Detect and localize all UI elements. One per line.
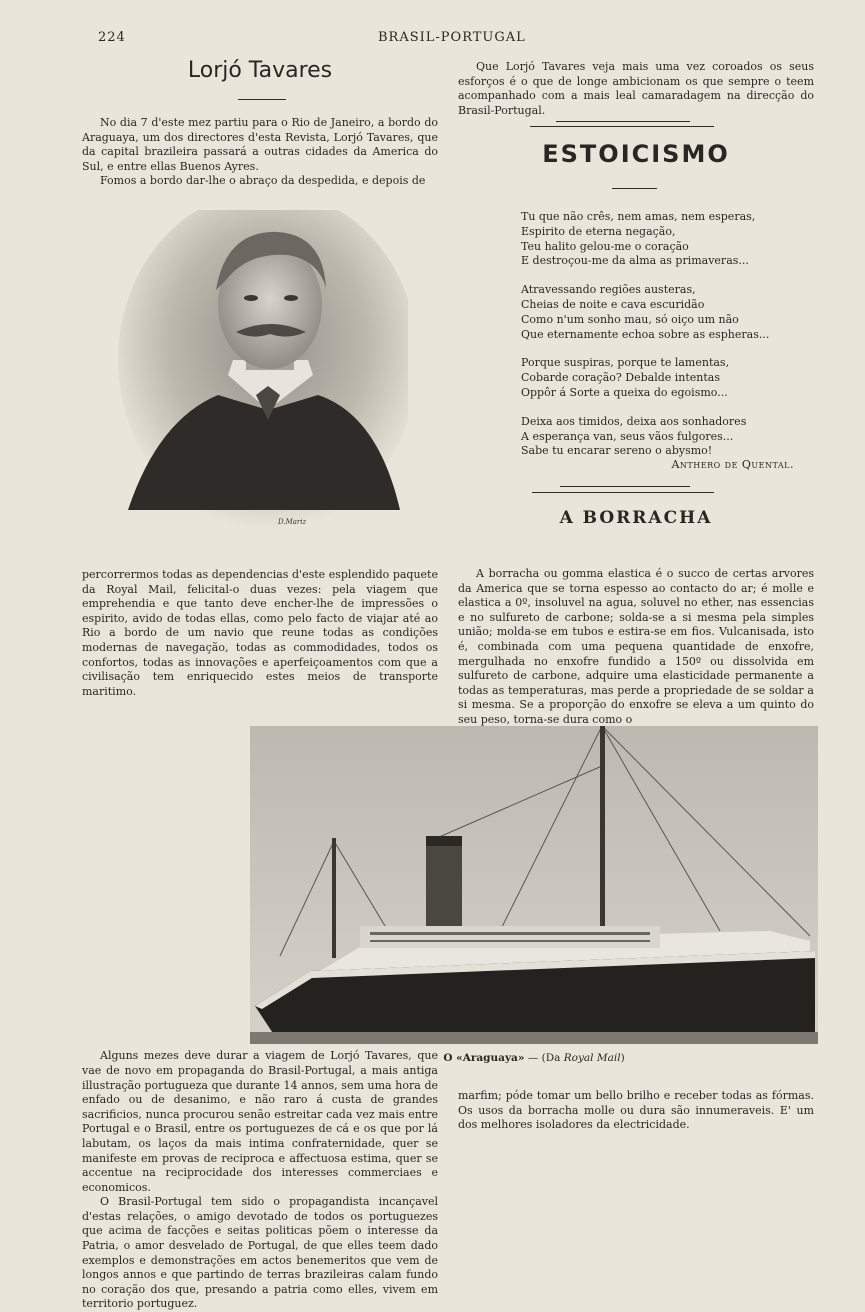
poem-line: Teu halito gelou-me o coração [521, 239, 689, 253]
title-divider [238, 99, 286, 100]
poem-line: Sabe tu encarar sereno o abysmo! [521, 444, 713, 458]
caption-source: Royal Mail [563, 1052, 621, 1064]
poem-stanza [521, 283, 811, 342]
section-divider [560, 486, 690, 487]
article-title: A BORRACHA [559, 508, 713, 528]
caption-close: ) [620, 1052, 625, 1064]
article-intro [82, 116, 438, 189]
poem-line: E destroçou-me da alma as primaveras... [521, 254, 749, 268]
paragraph: percorrermos todas as dependencias d'este esplendido paquete da Royal Mail, felicital-o duas vezes: pela viagem que emprehendia e que tanto deve encher-lhe de impressões o espirito, avido de todas ellas, como pelo facto de viajar até ao Rio a bordo de um navio que reune todas as condições modernas de navegação, todas as commodidades, todos os confortos, todas as innovações e aperfeiçoamentos com que a civilisação tem enriquecido estes meios de transporte maritimo. [82, 568, 438, 698]
portrait-photo [118, 210, 408, 535]
page-number: 224 [98, 30, 126, 45]
poem-line: Oppôr á Sorte a queixa do egoismo... [521, 385, 728, 399]
poem-stanza [521, 210, 811, 269]
poem-line: Cobarde coração? Debalde intentas [521, 371, 721, 385]
poem-author: Anthero de Quental. [671, 458, 794, 471]
section-divider [532, 492, 714, 493]
section-divider [556, 121, 690, 122]
poem-stanza [521, 415, 811, 459]
poem-line: Deixa aos timidos, deixa aos sonhadores [521, 414, 747, 428]
photographer-signature: D.Mariz [278, 518, 307, 526]
caption-dash: — (Da [524, 1052, 564, 1064]
poem-line: Cheias de noite e cava escuridão [521, 297, 705, 311]
poem-line: Tu que não crês, nem amas, nem esperas, [521, 210, 756, 223]
running-title: BRASIL-PORTUGAL [378, 30, 526, 45]
title-divider [612, 188, 657, 189]
poem-line: Espirito de eterna negação, [521, 224, 676, 238]
paragraph: marfim; póde tomar um bello brilho e receber todas as fórmas. Os usos da borracha molle ou dura são innumeraveis. E' um dos melhores isoladores da electricidade. [458, 1089, 814, 1132]
article-title: Lorjó Tavares [187, 58, 333, 83]
poem-line: Porque suspiras, porque te lamentas, [521, 356, 730, 370]
paragraph: No dia 7 d'este mez partiu para o Rio de Janeiro, a bordo do Araguaya, um dos directores d'esta Revista, Lorjó Tavares, que da capital brazileira passará a outras cidades da America do Sul, e entre ellas Buenos Ayres. [82, 116, 438, 173]
caption-ship-name: O «Araguaya» [443, 1052, 525, 1064]
poem-line: Atravessando regiões austeras, [521, 283, 696, 297]
paragraph: Que Lorjó Tavares veja mais uma vez coroados os seus esforços é o que de longe ambicionam os que sempre o teem acompanhado com a mais leal camaradagem na direcção do Brasil-Portugal. [458, 60, 814, 117]
poem-line: A esperança van, seus vãos fulgores... [521, 429, 734, 443]
poem-line: Que eternamente echoa sobre as espheras... [521, 327, 770, 341]
poem-stanza [521, 356, 811, 400]
poem-title: ESTOICISMO [542, 140, 730, 168]
paragraph: Alguns mezes deve durar a viagem de Lorjó Tavares, que vae de novo em propaganda do Brasil-Portugal, a mais antiga illustração portugueza que durante 14 annos, sem uma hora de enfado ou de desanimo, e não raro á custa de grandes sacrificios, nunca procurou senão estreitar cada vez mais entre Portugal e o Brasil, entre os portuguezes de cá e os que por lá labutam, os laços da mais intima confraternidade, quer se manifeste em provas de reciproca e affectuosa estima, quer se accentue na reciprocidade dos interesses commerciaes e economicos. [82, 1049, 438, 1194]
article-body [458, 567, 814, 728]
paragraph: Fomos a bordo dar-lhe o abraço da despedida, e depois de [100, 174, 426, 188]
ship-photo [250, 726, 818, 1044]
poem-body [521, 210, 811, 473]
poem-line: Como n'um sonho mau, só oiço um não [521, 312, 739, 326]
photo-caption [250, 1052, 818, 1064]
section-divider [530, 126, 714, 127]
article-body [458, 1089, 814, 1133]
paragraph: O Brasil-Portugal tem sido o propagandista incançavel d'estas relações, o amigo devotado de todos os portuguezes que acima de facções e seitas politicas põem o interesse da Patria, o amor desvelado de Portugal, de que elles teem dado exemplos e demonstrações em actos benemeritos que vem de longos annos e que partindo de terras brazileiras calam fundo no coração dos que, presando a patria como elles, vivem em territorio portuguez. [82, 1195, 438, 1311]
paragraph: A borracha ou gomma elastica é o succo de certas arvores da America que se torna espesso ao contacto do ar; é molle e elastica a 0º, insoluvel na agua, soluvel no ether, nas essencias e no sulfureto de carbone; solda-se a si mesma pela simples união; molda-se em tubos e estira-se em fios. Vulcanisada, isto é, combinada com uma pequena quantidade de enxofre, mergulhada no enxofre fundido a 150º ou dissolvida em sulfureto de carbone, adquire uma elasticidade permanente a todas as temperaturas, mas perde a propriedade de se soldar a si mesma. Se a proporção do enxofre se eleva a um quinto do seu peso, torna-se dura como o [458, 567, 814, 726]
article-conclusion [458, 60, 814, 118]
